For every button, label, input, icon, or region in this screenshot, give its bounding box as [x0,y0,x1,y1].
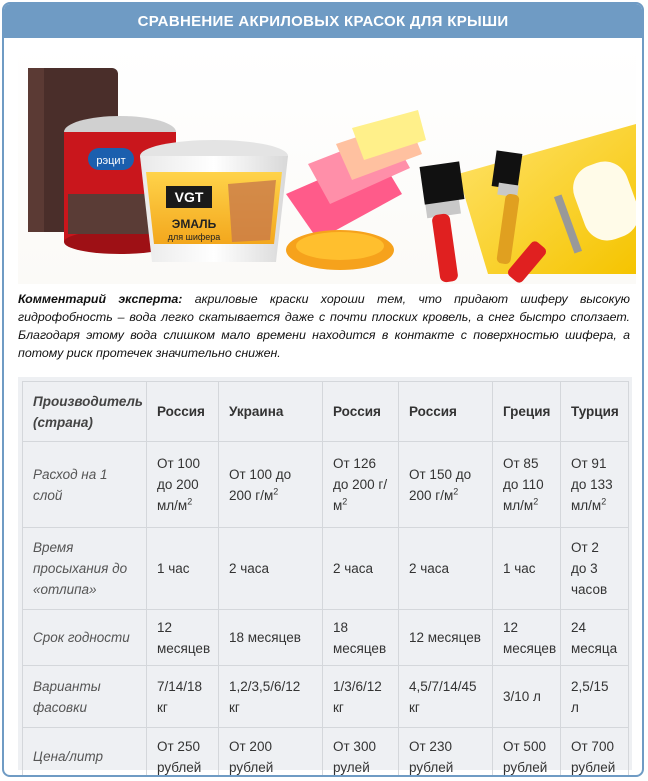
svg-text:ЭМАЛЬ: ЭМАЛЬ [171,217,217,231]
table-cell: От 700 рублей [561,728,629,778]
table-cell: 12 месяцев [147,610,219,666]
table-cell: От 200 рублей [219,728,323,778]
table-cell: Турция [561,382,629,442]
svg-text:рэцит: рэцит [96,155,126,167]
table-cell: 24 месяца [561,610,629,666]
table-cell: 18 месяцев [323,610,399,666]
table-cell: От 100 до 200 $г/м^2$ [219,442,323,528]
comparison-table [22,381,629,777]
color-swatches [286,110,426,240]
table-row [23,666,629,728]
table-cell: От 500 рублей [493,728,561,778]
row-label: Варианты фасовки [23,666,147,728]
article-card [2,2,644,777]
table-row [23,528,629,610]
row-label: Срок годности [23,610,147,666]
svg-text:VGT: VGT [174,189,204,205]
table-cell: От 85 до 110 $мл/м^2$ [493,442,561,528]
table-cell: 3/10 л [493,666,561,728]
row-label: Время просыхания до «отлипа» [23,528,147,610]
row-label: Цена/литр [23,728,147,778]
table-cell: От 91 до 133 $мл/м^2$ [561,442,629,528]
table-cell: Россия [147,382,219,442]
table-cell: 12 месяцев [493,610,561,666]
paint-products-illustration [18,44,636,284]
table-cell: 2,5/15 л [561,666,629,728]
table-cell: От 2 до 3 часов [561,528,629,610]
comparison-table-container [18,377,632,775]
table-cell: Россия [323,382,399,442]
table-cell: Украина [219,382,323,442]
vgt-paint-bucket [140,140,288,262]
table-cell: 4,5/7/14/45 кг [399,666,493,728]
table-cell: 1 час [493,528,561,610]
expert-comment-label: Комментарий эксперта: [18,292,183,306]
table-cell: От 100 до 200 $мл/м^2$ [147,442,219,528]
table-cell: 12 месяцев [399,610,493,666]
table-cell: Россия [399,382,493,442]
table-cell: 2 часа [399,528,493,610]
expert-comment-text: акриловые краски хороши тем, что придают шиферу высокую гидрофобность – вода легко скатывается даже с почти плоских кровель, а снег быстро сползает. Благодаря этому вода слишком мало времени находится в контакте с поверхностью шифера, а потому риск протечек значительно снижен. [18,292,630,360]
hero-image [18,44,636,284]
table-cell: 7/14/18 кг [147,666,219,728]
table-cell: От 230 рублей [399,728,493,778]
table-cell: 2 часа [323,528,399,610]
table-cell: От 126 до 200 $г/м^2$ [323,442,399,528]
table-cell: От 300 рулей [323,728,399,778]
page-title: СРАВНЕНИЕ АКРИЛОВЫХ КРАСОК ДЛЯ КРЫШИ [4,4,642,38]
table-cell: 18 месяцев [219,610,323,666]
row-label: Производитель (страна) [23,382,147,442]
table-row [23,610,629,666]
expert-comment [18,290,630,362]
table-cell: От 250 рублей [147,728,219,778]
table-row [23,442,629,528]
table-cell: 1 час [147,528,219,610]
table-row [23,728,629,778]
table-cell: 1/3/6/12 кг [323,666,399,728]
table-cell: От 150 до 200 $г/м^2$ [399,442,493,528]
table-cell: Греция [493,382,561,442]
table-cell: 1,2/3,5/6/12 кг [219,666,323,728]
row-label: Расход на 1 слой [23,442,147,528]
table-cell: 2 часа [219,528,323,610]
svg-text:для шифера: для шифера [167,232,221,242]
table-row [23,382,629,442]
